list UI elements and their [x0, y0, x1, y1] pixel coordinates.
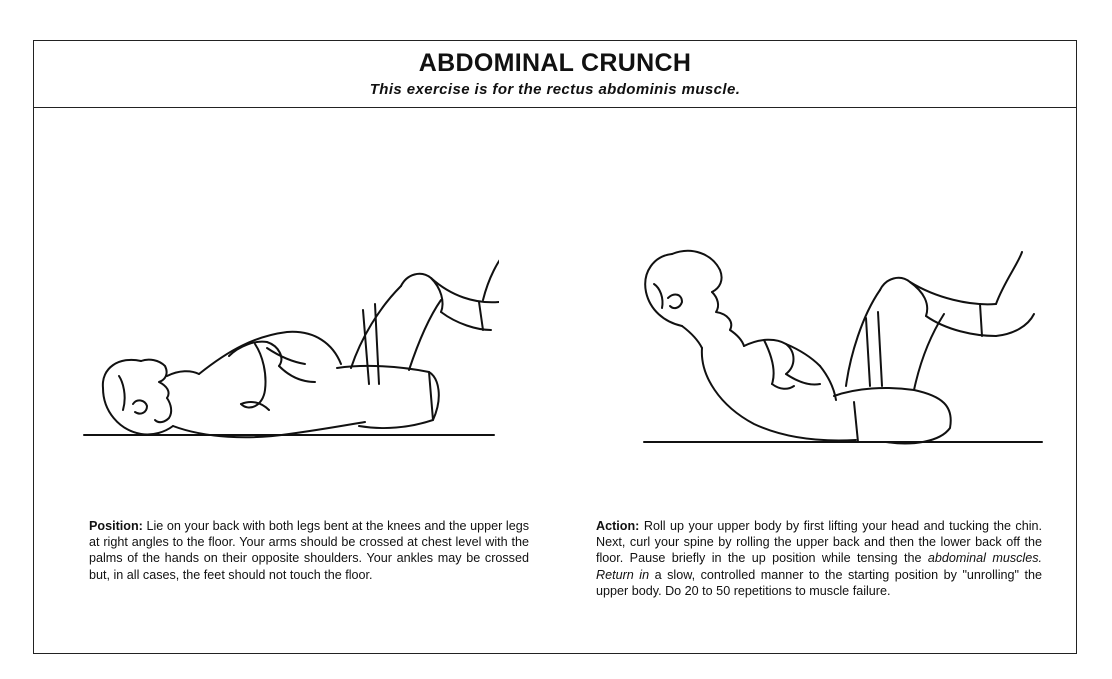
- header: [34, 41, 1076, 108]
- position-text: Lie on your back with both legs bent at the knees and the upper legs at right angles to the floor. Your arms should be crossed at chest level with the palms of the hands on their opposite shoulders. Your ankles may be crossed but, in all cases, the feet should not touch the floor.: [89, 519, 530, 582]
- action-description: [596, 518, 1042, 599]
- action-emphasis: abdominal muscles. Return in: [596, 551, 1043, 582]
- exercise-sheet: [33, 40, 1077, 654]
- action-text-2: a slow, controlled manner to the starting position by "unrolling" the upper body. Do 20 to 50 repetitions to muscle failure.: [596, 567, 1043, 598]
- action-label: Action:: [596, 519, 640, 533]
- page-title: ABDOMINAL CRUNCH: [418, 49, 692, 77]
- page-subtitle: This exercise is for the rectus abdominis muscle.: [369, 81, 741, 98]
- action-text-1: Roll up your upper body by first lifting your head and tucking the chin. Next, curl your spine by rolling the upper back and then the lower back off the floor. Pause briefly in the up position while tensing the: [596, 519, 1043, 566]
- start-position-illustration: [79, 206, 499, 451]
- curl-up-position-illustration: [624, 206, 1054, 451]
- position-description: [89, 518, 529, 583]
- position-label: Position:: [89, 519, 143, 533]
